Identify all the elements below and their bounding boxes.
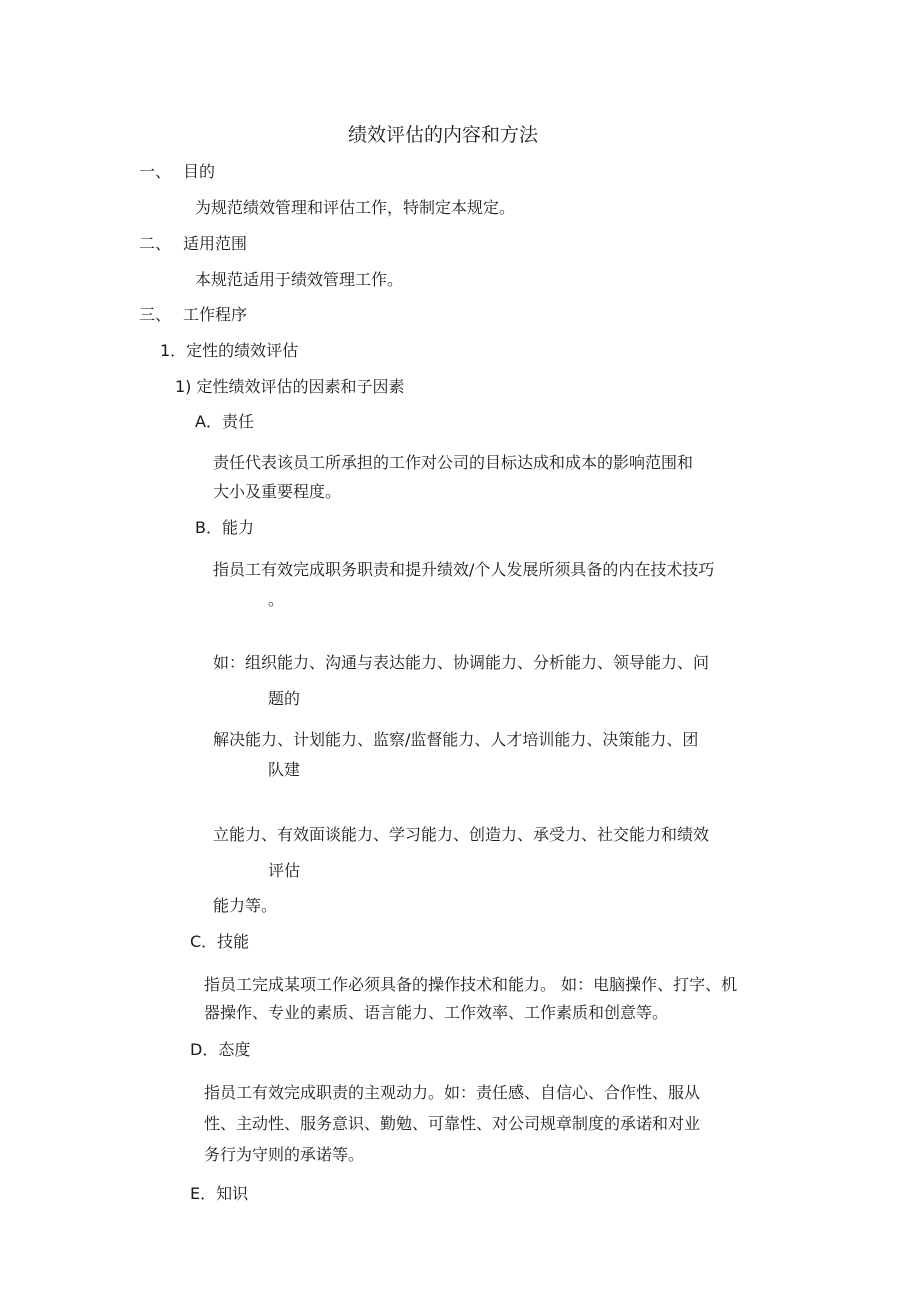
item-c-line-2: 器操作、专业的素质、语言能力、工作效率、工作素质和创意等。 bbox=[204, 1003, 669, 1022]
item-b-line-2-cont: 题的 bbox=[268, 689, 301, 708]
section-1-text: 为规范绩效管理和评估工作，特制定本规定。 bbox=[195, 198, 516, 217]
section-1-number: 一、 bbox=[139, 162, 172, 181]
item-a-line-1: 责任代表该员工所承担的工作对公司的目标达成和成本的影响范围和 bbox=[213, 453, 694, 472]
section-2-number: 二、 bbox=[139, 234, 172, 253]
item-b-line-4-cont: 评估 bbox=[268, 861, 301, 880]
item-e-label: E．知识 bbox=[190, 1184, 249, 1203]
item-c-label: C．技能 bbox=[190, 932, 250, 951]
item-a-label: A．责任 bbox=[195, 412, 254, 431]
item-d-label: D．态度 bbox=[190, 1040, 251, 1059]
item-b-line-1-cont: 。 bbox=[268, 590, 285, 609]
subsection-1-heading: 1．定性的绩效评估 bbox=[160, 341, 299, 360]
section-3-heading: 工作程序 bbox=[183, 305, 248, 324]
section-3-number: 三、 bbox=[139, 305, 172, 324]
section-2-text: 本规范适用于绩效管理工作。 bbox=[195, 270, 404, 289]
subsection-1a-heading: 1) 定性绩效评估的因素和子因素 bbox=[175, 377, 405, 396]
item-b-line-2: 如：组织能力、沟通与表达能力、协调能力、分析能力、领导能力、问 bbox=[213, 653, 710, 672]
page-title: 绩效评估的内容和方法 bbox=[348, 124, 539, 146]
item-b-line-4: 立能力、有效面谈能力、学习能力、创造力、承受力、社交能力和绩效 bbox=[213, 825, 710, 844]
section-1-heading: 目的 bbox=[183, 162, 216, 181]
item-b-label: B．能力 bbox=[195, 518, 254, 537]
item-d-line-2: 性、主动性、服务意识、勤勉、可靠性、对公司规章制度的承诺和对业 bbox=[204, 1114, 701, 1133]
item-c-line-1: 指员工完成某项工作必须具备的操作技术和能力。 如：电脑操作、打字、机 bbox=[204, 975, 738, 994]
item-b-line-3: 解决能力、计划能力、监察/监督能力、人才培训能力、决策能力、团 bbox=[213, 730, 699, 749]
item-d-line-3: 务行为守则的承诺等。 bbox=[204, 1145, 365, 1164]
item-a-line-2: 大小及重要程度。 bbox=[213, 482, 342, 501]
section-2-heading: 适用范围 bbox=[183, 234, 248, 253]
item-b-line-3-cont: 队建 bbox=[268, 760, 301, 779]
item-d-line-1: 指员工有效完成职责的主观动力。如：责任感、自信心、合作性、服从 bbox=[204, 1083, 701, 1102]
item-b-line-5: 能力等。 bbox=[213, 896, 278, 915]
item-b-line-1: 指员工有效完成职务职责和提升绩效/个人发展所须具备的内在技术技巧 bbox=[213, 560, 715, 579]
